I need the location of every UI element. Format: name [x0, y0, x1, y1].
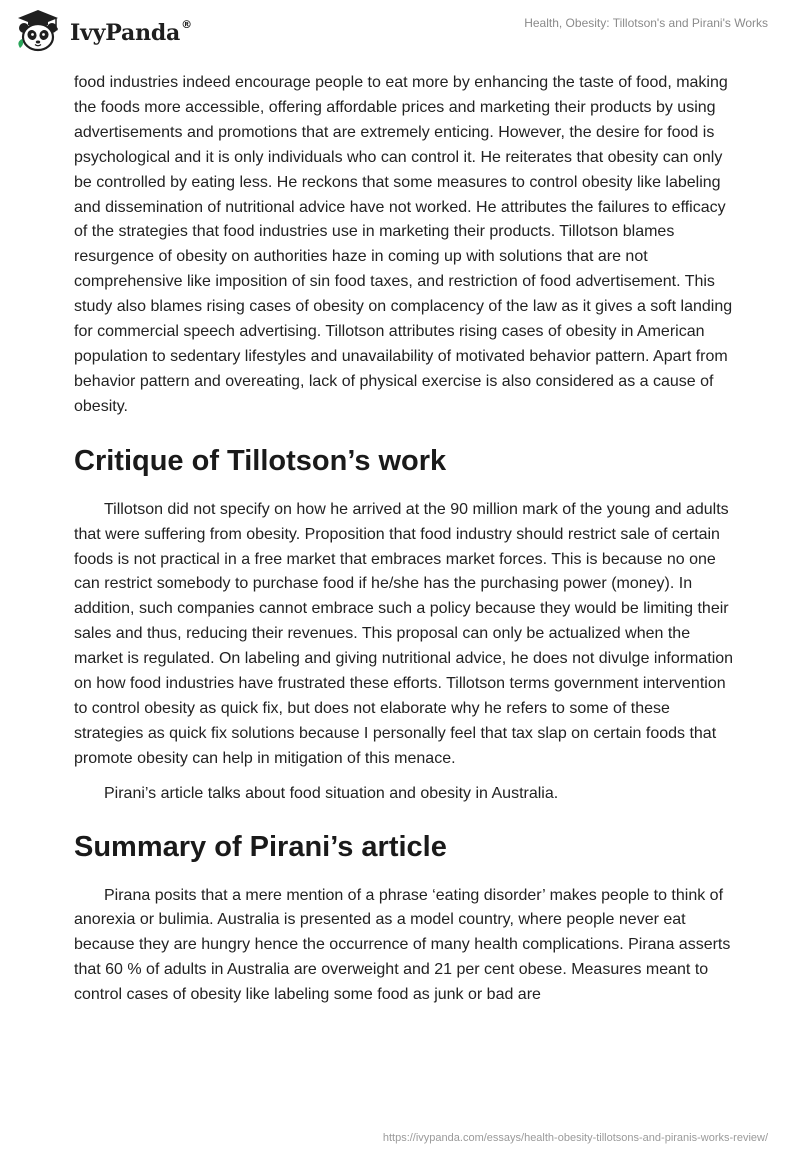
panda-logo-icon: [14, 8, 62, 54]
paragraph-pirani-summary: Pirana posits that a mere mention of a phrase ‘eating disorder’ makes people to think of anorexia or bulimia. Australia is presented as a model country, where people never eat because they are hungry hence the occurrence of many health complications. Pirana asserts that 60 % of adults in Australia are overweight and 21 per cent obese. Measures meant to control cases of obesity like labeling some food as junk or bad are: [74, 886, 731, 1004]
paragraph-pirani-intro: Pirani’s article talks about food situation and obesity in Australia.: [104, 784, 559, 802]
page-header: [0, 0, 800, 60]
brand-name: IvyPanda®: [70, 18, 192, 46]
ivypanda-logo[interactable]: [14, 8, 192, 54]
registered-mark: ®: [181, 18, 192, 31]
paragraph-critique-tillotson: Tillotson did not specify on how he arrived at the 90 million mark of the young and adults that were suffering from obesity. Proposition that food industry should restrict sale of certain foods is not practical in a free market that embraces market forces. This is because no one can restrict somebody to purchase food if he/she has the purchasing power (money). In addition, such companies cannot embrace such a policy because they would be limiting their sales and thus, reducing their revenues. This proposal can only be actualized when the market is regulated. On labeling and giving nutritional advice, he does not divulge information on how food industries have frustrated these efforts. Tillotson terms government intervention to control obesity as quick fix, but does not elaborate why he refers to some of these strategies as quick fix solutions because I personally feel that tax slap on certain foods that promote obesity can help in mitigation of this menace.: [74, 500, 734, 767]
heading-critique-tillotson: Critique of Tillotson’s work: [74, 444, 447, 477]
document-title: Health, Obesity: Tillotson's and Pirani's Works: [524, 16, 768, 30]
heading-summary-pirani: Summary of Pirani’s article: [74, 830, 447, 863]
source-url-link[interactable]: https://ivypanda.com/essays/health-obesity-tillotsons-and-piranis-works-review/: [382, 1132, 768, 1144]
essay-body: [74, 71, 734, 1008]
paragraph-tillotson-summary-continued: food industries indeed encourage people to eat more by enhancing the taste of food, making the foods more accessible, offering affordable prices and marketing their products by using advertisements and promotions that are extremely enticing. However, the desire for food is psychological and it is only individuals who can control it. He reiterates that obesity can only be controlled by eating less. He reckons that some measures to control obesity like labeling and dissemination of nutritional advice have not worked. He attributes the failures to efficacy of the strategies that food industries use in marketing their products. Tillotson blames resurgence of obesity on authorities haze in coming up with solutions that are not comprehensive like imposition of sin food taxes, and restriction of food advertisement. This study also blames rising cases of obesity on complacency of the law as it gives a soft landing for commercial speech advertising. Tillotson attributes rising cases of obesity in American population to sedentary lifestyles and unavailability of motivated behavior pattern. Apart from behavior pattern and overeating, lack of physical exercise is also considered as a cause of obesity.: [74, 74, 733, 415]
